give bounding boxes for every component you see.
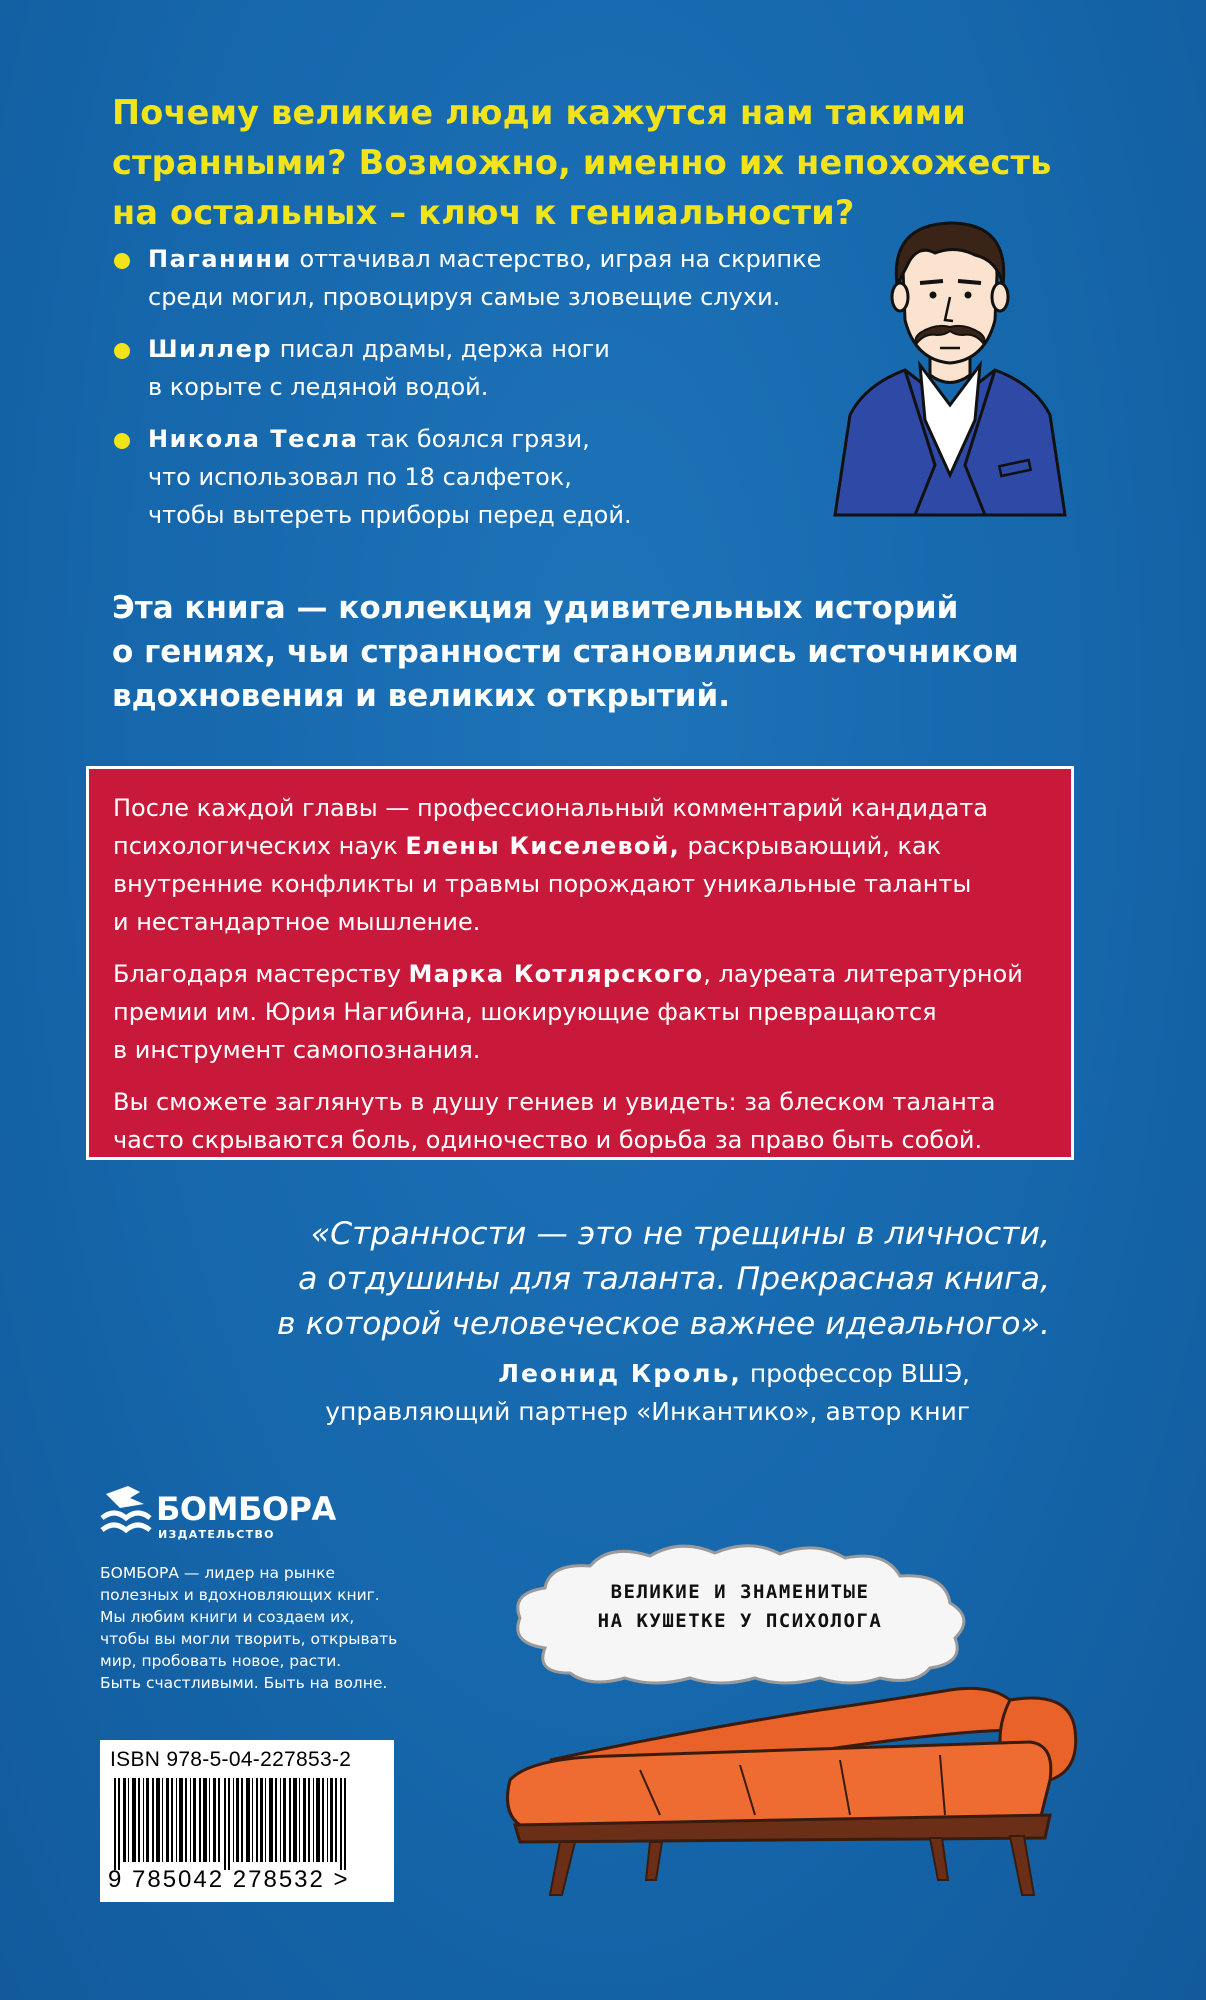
text-line: Благодаря мастерству [113, 960, 409, 988]
text-line: психологических наук [113, 832, 406, 860]
bullet-text: что использовал по 18 салфеток, [148, 463, 572, 491]
quote-line: «Странности — это не трещины в личности, [310, 1216, 1050, 1252]
review-quote [150, 1212, 1050, 1431]
publisher-line: Быть счастливыми. Быть на волне. [100, 1674, 388, 1692]
series-line: ВЕЛИКИЕ И ЗНАМЕНИТЫЕ [610, 1581, 870, 1603]
publisher-logo-sub: ИЗДАТЕЛЬСТВО [158, 1528, 275, 1541]
series-line: НА КУШЕТКЕ У ПСИХОЛОГА [597, 1610, 883, 1632]
bullet-text: в корыте с ледяной водой. [148, 373, 489, 401]
text-line: , лауреата литературной [703, 960, 1023, 988]
isbn-label: ISBN 978-5-04-227853-2 [110, 1748, 352, 1771]
barcode-icon [114, 1778, 370, 1870]
summary-line: Эта книга — коллекция удивительных историй [112, 590, 959, 626]
author-name: Леонид Кроль, [498, 1359, 742, 1388]
bullet-text: среди могил, провоцируя самые зловещие слухи. [148, 283, 781, 311]
bullet-paganini [112, 240, 832, 316]
bullet-dot-icon [114, 253, 130, 269]
bullet-schiller [112, 330, 832, 406]
intro-line: на остальных – ключ к гениальности? [112, 193, 855, 232]
text-line: внутренние конфликты и травмы порождают уникальные таланты [113, 870, 972, 898]
couch-illustration [490, 1670, 1090, 1900]
bullet-dot-icon [114, 433, 130, 449]
bullet-name: Никола Тесла [148, 425, 359, 453]
bullet-dot-icon [114, 343, 130, 359]
bullet-name: Шиллер [148, 335, 273, 363]
isbn-digits: 9 785042 278532 > [108, 1866, 350, 1893]
series-title [520, 1578, 960, 1636]
publisher-line: полезных и вдохновляющих книг. [100, 1586, 380, 1604]
text-line: раскрывающий, как [679, 832, 942, 860]
author-name: Марка Котлярского [408, 960, 704, 988]
quote-line: а отдушины для таланта. Прекрасная книга, [298, 1261, 1050, 1297]
quote-line: в которой человеческое важнее идеального». [277, 1306, 1050, 1342]
summary-line: вдохновения и великих открытий. [112, 678, 730, 714]
text-line: Вы сможете заглянуть в душу гениев и увидеть: за блеском таланта [113, 1088, 996, 1116]
publisher-line: Мы любим книги и создаем их, [100, 1608, 355, 1626]
description-box [86, 766, 1074, 1160]
publisher-line: БОМБОРА — лидер на рынке [100, 1564, 336, 1582]
intro-line: странными? Возможно, именно их непохожесть [112, 143, 1052, 182]
bullet-name: Паганини [148, 245, 292, 273]
publisher-description [100, 1562, 400, 1694]
bullet-text: чтобы вытереть приборы перед едой. [148, 501, 632, 529]
book-summary [112, 586, 1072, 718]
description-paragraph [113, 1083, 1047, 1159]
bullet-text: писал драмы, держа ноги [272, 335, 610, 363]
text-line: часто скрываются боль, одиночество и борьба за право быть собой. [113, 1126, 983, 1154]
publisher-line: мир, пробовать новое, расти. [100, 1652, 342, 1670]
bullet-tesla [112, 420, 832, 534]
publisher-line: чтобы вы могли творить, открывать [100, 1630, 398, 1648]
author-role: управляющий партнер «Инкантико», автор книг [325, 1397, 970, 1426]
bullet-text: так боялся грязи, [358, 425, 590, 453]
summary-line: о гениях, чьи странности становились источником [112, 634, 1019, 670]
description-paragraph [113, 789, 1047, 941]
text-line: премии им. Юрия Нагибина, шокирующие факты превращаются [113, 998, 937, 1026]
expert-name: Елены Киселевой, [405, 832, 680, 860]
bullet-list [112, 240, 832, 548]
text-line: и нестандартное мышление. [113, 908, 481, 936]
description-paragraph [113, 955, 1047, 1069]
tesla-portrait-illustration [825, 215, 1075, 535]
bullet-text: оттачивал мастерство, играя на скрипке [291, 245, 822, 273]
isbn-barcode [100, 1740, 394, 1902]
text-line: в инструмент самопознания. [113, 1036, 481, 1064]
publisher-logo-name: БОМБОРА [156, 1490, 336, 1528]
text-line: После каждой главы — профессиональный комментарий кандидата [113, 794, 988, 822]
intro-line: Почему великие люди кажутся нам такими [112, 93, 966, 132]
author-role: профессор ВШЭ, [741, 1359, 970, 1388]
quote-author [150, 1355, 1050, 1431]
